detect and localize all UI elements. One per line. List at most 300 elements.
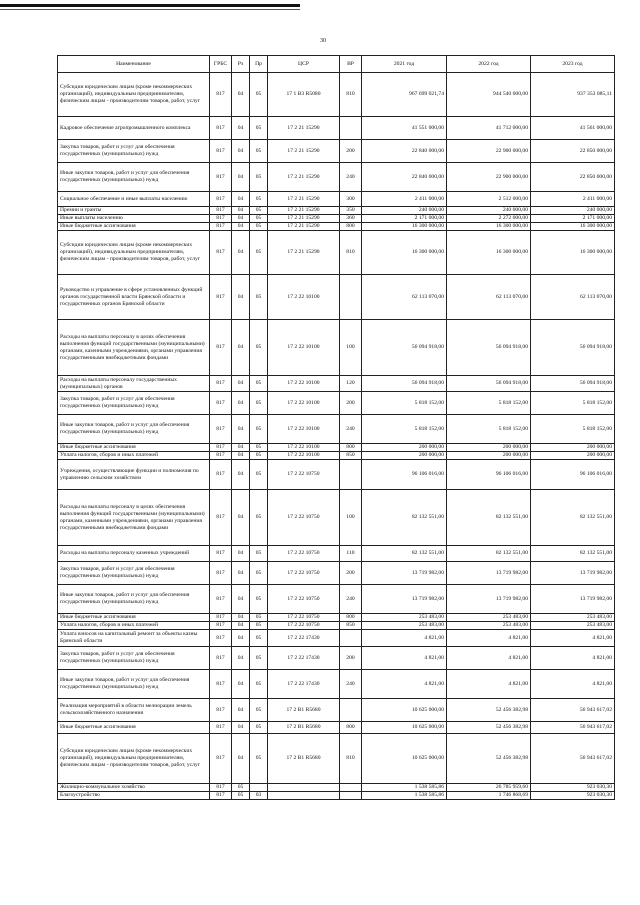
row-2023: 56 943 617,02: [531, 722, 615, 734]
row-csr: 17 2 В1 R5680: [268, 699, 340, 722]
row-rz: 04: [232, 192, 250, 207]
table-row: [58, 546, 615, 562]
table-row: [58, 231, 615, 275]
row-name: Уплата налогов, сборов и иных платежей: [58, 622, 210, 630]
row-name: Расходы на выплаты персоналу государственных (муниципальных) органов: [58, 376, 210, 392]
row-grbs: 817: [210, 140, 232, 163]
row-rz: 04: [232, 699, 250, 722]
col-header-csr: ЦСР: [268, 56, 340, 73]
row-2023: 41 561 000,00: [531, 117, 615, 140]
row-2023: 4 821,00: [531, 647, 615, 670]
row-csr: 17 2 21 15290: [268, 117, 340, 140]
row-pr: 05: [250, 376, 268, 392]
row-csr: 17 2 22 17430: [268, 630, 340, 647]
row-vr: 350: [340, 207, 362, 215]
row-2022: 52 456 382,98: [447, 734, 531, 784]
row-2022: 56 094 918,00: [447, 376, 531, 392]
row-name: Расходы на выплаты персоналу в целях обеспечения выполнения функций государственными (муниципальными) органами, казенными учреждениями, органами управления государственными внебюджетными фондами: [58, 320, 210, 376]
row-rz: 04: [232, 231, 250, 275]
row-rz: 04: [232, 163, 250, 192]
row-rz: 04: [232, 622, 250, 630]
row-rz: 04: [232, 117, 250, 140]
row-2022: 253 483,00: [447, 622, 531, 630]
table-row: [58, 392, 615, 415]
col-header-vr: ВР: [340, 56, 362, 73]
row-2022: 4 821,00: [447, 630, 531, 647]
row-grbs: 817: [210, 562, 232, 585]
row-pr: 05: [250, 415, 268, 444]
row-csr: 17 2 21 15290: [268, 223, 340, 231]
row-grbs: 817: [210, 444, 232, 452]
row-name: Кадровое обеспечение агропромышленного комплекса: [58, 117, 210, 140]
table-row: [58, 215, 615, 223]
row-2023: 923 030,30: [531, 784, 615, 792]
row-rz: 04: [232, 223, 250, 231]
row-2021: 2 171 000,00: [362, 215, 447, 223]
row-rz: 04: [232, 670, 250, 699]
row-2022: 56 094 918,00: [447, 320, 531, 376]
row-name: Иные бюджетные ассигнования: [58, 444, 210, 452]
row-name: Расходы на выплаты персоналу в целях обеспечения выполнения функций государственными (муниципальными) органами, казенными учреждениями, органами управления государственными внебюджетными фондами: [58, 490, 210, 546]
row-2021: 82 132 551,00: [362, 490, 447, 546]
row-rz: 04: [232, 73, 250, 117]
row-name: Учреждения, осуществляющие функции и полномочия по управлению сельским хозяйством: [58, 460, 210, 490]
row-2021: 967 699 021,74: [362, 73, 447, 117]
table-row: [58, 734, 615, 784]
table-row: [58, 415, 615, 444]
row-pr: 05: [250, 490, 268, 546]
row-vr: [340, 460, 362, 490]
row-2023: 923 030,30: [531, 792, 615, 800]
row-2023: 937 353 085,11: [531, 73, 615, 117]
row-2023: 2 171 000,00: [531, 215, 615, 223]
row-name: Иные закупки товаров, работ и услуг для обеспечения государственных (муниципальных) нужд: [58, 163, 210, 192]
row-rz: 05: [232, 792, 250, 800]
header-rule: [0, 4, 300, 7]
row-vr: 810: [340, 734, 362, 784]
row-2023: 200 000,00: [531, 444, 615, 452]
row-rz: 04: [232, 734, 250, 784]
row-2023: 56 094 918,00: [531, 376, 615, 392]
row-vr: 200: [340, 140, 362, 163]
row-vr: 240: [340, 415, 362, 444]
row-pr: 05: [250, 163, 268, 192]
row-pr: 05: [250, 215, 268, 223]
row-2022: 5 818 152,00: [447, 392, 531, 415]
header-rule-thin: [0, 9, 300, 10]
row-2022: 62 113 070,00: [447, 275, 531, 320]
table-row: [58, 207, 615, 215]
row-pr: 05: [250, 699, 268, 722]
row-rz: 04: [232, 630, 250, 647]
table-row: [58, 275, 615, 320]
row-vr: 110: [340, 546, 362, 562]
row-2022: 82 132 551,00: [447, 546, 531, 562]
row-csr: 17 2 21 15290: [268, 140, 340, 163]
row-grbs: 817: [210, 223, 232, 231]
row-2021: 240 000,00: [362, 207, 447, 215]
row-csr: 17 2 22 10100: [268, 452, 340, 460]
table-row: [58, 722, 615, 734]
row-2021: 16 300 000,00: [362, 223, 447, 231]
row-grbs: 817: [210, 784, 232, 792]
table-row: [58, 562, 615, 585]
row-rz: 04: [232, 490, 250, 546]
row-2022: 52 456 382,98: [447, 722, 531, 734]
row-grbs: 817: [210, 376, 232, 392]
row-vr: [340, 275, 362, 320]
row-pr: 05: [250, 452, 268, 460]
row-2021: 253 483,00: [362, 622, 447, 630]
row-2022: 13 719 982,00: [447, 585, 531, 614]
row-rz: 04: [232, 207, 250, 215]
row-2022: 22 900 000,00: [447, 163, 531, 192]
row-vr: [340, 699, 362, 722]
row-csr: 17 2 22 10100: [268, 444, 340, 452]
row-grbs: 817: [210, 670, 232, 699]
row-pr: 05: [250, 734, 268, 784]
row-vr: 240: [340, 163, 362, 192]
row-2023: 22 850 000,00: [531, 163, 615, 192]
row-rz: 04: [232, 546, 250, 562]
row-2021: 10 625 000,00: [362, 722, 447, 734]
row-vr: 800: [340, 722, 362, 734]
row-2021: 1 538 585,86: [362, 784, 447, 792]
row-vr: 360: [340, 215, 362, 223]
col-header-name: Наименование: [58, 56, 210, 73]
row-2021: 5 818 152,00: [362, 392, 447, 415]
row-2022: 240 000,00: [447, 207, 531, 215]
table-row: [58, 614, 615, 622]
row-2022: 200 000,00: [447, 444, 531, 452]
row-name: Премии и гранты: [58, 207, 210, 215]
table-row: [58, 630, 615, 647]
row-vr: 200: [340, 562, 362, 585]
row-name: Иные выплаты населению: [58, 215, 210, 223]
table-row: [58, 460, 615, 490]
row-csr: 17 2 21 15290: [268, 231, 340, 275]
row-grbs: 817: [210, 614, 232, 622]
row-rz: 04: [232, 392, 250, 415]
row-vr: 200: [340, 392, 362, 415]
row-name: Иные закупки товаров, работ и услуг для обеспечения государственных (муниципальных) нужд: [58, 670, 210, 699]
row-name: Руководство и управление в сфере установленных функций органов государственной власти Брянской области и государственных органов Брянской области: [58, 275, 210, 320]
table-row: [58, 647, 615, 670]
row-vr: 240: [340, 585, 362, 614]
row-csr: [268, 784, 340, 792]
table-row: [58, 192, 615, 207]
table-row: [58, 670, 615, 699]
col-header-rz: Рз: [232, 56, 250, 73]
row-rz: 05: [232, 784, 250, 792]
row-vr: [340, 630, 362, 647]
row-pr: 05: [250, 223, 268, 231]
row-grbs: 817: [210, 192, 232, 207]
row-pr: 05: [250, 546, 268, 562]
row-name: Иные бюджетные ассигнования: [58, 722, 210, 734]
row-2021: 2 411 000,00: [362, 192, 447, 207]
row-grbs: 817: [210, 630, 232, 647]
row-pr: 03: [250, 792, 268, 800]
row-2023: 96 106 016,00: [531, 460, 615, 490]
row-csr: 17 2 22 10750: [268, 460, 340, 490]
row-2021: 5 818 152,00: [362, 415, 447, 444]
row-vr: 800: [340, 614, 362, 622]
row-name: Уплата взносов на капитальный ремонт за объекты казны Брянской области: [58, 630, 210, 647]
row-csr: 17 2 В1 R5680: [268, 722, 340, 734]
row-grbs: 817: [210, 460, 232, 490]
row-name: Социальное обеспечение и иные выплаты населению: [58, 192, 210, 207]
row-name: Реализация мероприятий в области мелиорации земель сельскохозяйственного назначения: [58, 699, 210, 722]
row-vr: [340, 784, 362, 792]
row-csr: 17 2 22 10750: [268, 562, 340, 585]
row-pr: 05: [250, 722, 268, 734]
row-pr: 05: [250, 140, 268, 163]
row-name: Благоустройство: [58, 792, 210, 800]
row-pr: 05: [250, 275, 268, 320]
row-2023: 200 000,00: [531, 452, 615, 460]
row-2021: 22 840 000,00: [362, 140, 447, 163]
table-row: [58, 140, 615, 163]
row-csr: 17 2 22 17430: [268, 670, 340, 699]
row-pr: 05: [250, 192, 268, 207]
row-name: Иные закупки товаров, работ и услуг для обеспечения государственных (муниципальных) нужд: [58, 585, 210, 614]
row-name: Иные бюджетные ассигнования: [58, 223, 210, 231]
row-2023: 13 719 982,00: [531, 585, 615, 614]
row-name: Закупка товаров, работ и услуг для обеспечения государственных (муниципальных) нужд: [58, 392, 210, 415]
page-number: 30: [320, 38, 326, 44]
row-grbs: 817: [210, 207, 232, 215]
row-csr: 17 2 21 15290: [268, 163, 340, 192]
row-csr: 17 2 21 15290: [268, 207, 340, 215]
row-2022: 2 512 000,00: [447, 192, 531, 207]
row-rz: 04: [232, 452, 250, 460]
row-name: Уплата налогов, сборов и иных платежей: [58, 452, 210, 460]
row-2021: 22 840 000,00: [362, 163, 447, 192]
table-row: [58, 622, 615, 630]
col-header-grbs: ГРБС: [210, 56, 232, 73]
row-pr: 05: [250, 231, 268, 275]
col-header-2023: 2023 год: [531, 56, 615, 73]
row-2023: 22 850 000,00: [531, 140, 615, 163]
row-2022: 4 821,00: [447, 670, 531, 699]
row-2022: 13 719 982,00: [447, 562, 531, 585]
row-grbs: 817: [210, 452, 232, 460]
row-csr: [268, 792, 340, 800]
row-2021: 4 821,00: [362, 670, 447, 699]
row-2023: 56 943 617,02: [531, 699, 615, 722]
row-2021: 16 300 000,00: [362, 231, 447, 275]
row-2023: 4 821,00: [531, 630, 615, 647]
row-name: Закупка товаров, работ и услуг для обеспечения государственных (муниципальных) нужд: [58, 562, 210, 585]
row-2021: 13 719 982,00: [362, 585, 447, 614]
row-2023: 13 719 982,00: [531, 562, 615, 585]
table-row: [58, 223, 615, 231]
row-grbs: 817: [210, 320, 232, 376]
row-2021: 96 106 016,00: [362, 460, 447, 490]
row-name: Субсидии юридическим лицам (кроме некоммерческих организаций), индивидуальным предпринимателям, физическим лицам - производителям товаров, работ, услуг: [58, 231, 210, 275]
table-row: [58, 163, 615, 192]
row-pr: 05: [250, 670, 268, 699]
row-vr: 810: [340, 231, 362, 275]
row-pr: 05: [250, 614, 268, 622]
row-grbs: 817: [210, 734, 232, 784]
row-rz: 04: [232, 585, 250, 614]
row-name: Жилищно-коммунальное хозяйство: [58, 784, 210, 792]
row-grbs: 817: [210, 490, 232, 546]
table-row: [58, 792, 615, 800]
row-2023: 253 483,00: [531, 614, 615, 622]
row-2022: 16 300 000,00: [447, 231, 531, 275]
table-row: [58, 376, 615, 392]
row-grbs: 817: [210, 392, 232, 415]
row-2021: 56 094 918,00: [362, 320, 447, 376]
row-vr: 850: [340, 452, 362, 460]
row-rz: 04: [232, 140, 250, 163]
row-pr: 05: [250, 622, 268, 630]
row-grbs: 817: [210, 722, 232, 734]
row-2021: 10 625 000,00: [362, 699, 447, 722]
budget-table: [57, 55, 615, 800]
row-pr: 05: [250, 647, 268, 670]
row-rz: 04: [232, 320, 250, 376]
row-vr: 810: [340, 73, 362, 117]
row-grbs: 817: [210, 415, 232, 444]
table-row: [58, 784, 615, 792]
row-2023: 82 132 551,00: [531, 490, 615, 546]
row-pr: 05: [250, 73, 268, 117]
row-2022: 16 300 000,00: [447, 223, 531, 231]
row-grbs: 817: [210, 699, 232, 722]
row-vr: [340, 117, 362, 140]
row-2022: 5 818 152,00: [447, 415, 531, 444]
row-2023: 5 818 152,00: [531, 392, 615, 415]
row-name: Субсидии юридическим лицам (кроме некоммерческих организаций), индивидуальным предпринимателям, физическим лицам - производителям товаров, работ, услуг: [58, 734, 210, 784]
row-name: Расходы на выплаты персоналу казенных учреждений: [58, 546, 210, 562]
row-csr: 17 2 22 10100: [268, 320, 340, 376]
row-csr: 17 2 22 10750: [268, 585, 340, 614]
row-csr: 17 2 22 10750: [268, 622, 340, 630]
row-vr: 100: [340, 490, 362, 546]
row-2022: 52 456 382,98: [447, 699, 531, 722]
row-vr: 120: [340, 376, 362, 392]
row-grbs: 817: [210, 585, 232, 614]
row-grbs: 817: [210, 117, 232, 140]
row-rz: 04: [232, 722, 250, 734]
row-2023: 62 113 070,00: [531, 275, 615, 320]
row-2021: 1 538 585,86: [362, 792, 447, 800]
table-row: [58, 444, 615, 452]
row-rz: 04: [232, 275, 250, 320]
row-vr: 800: [340, 223, 362, 231]
col-header-2022: 2022 год: [447, 56, 531, 73]
row-2021: 200 000,00: [362, 452, 447, 460]
row-grbs: 817: [210, 647, 232, 670]
row-csr: 17 2 22 10100: [268, 376, 340, 392]
row-2023: 4 821,00: [531, 670, 615, 699]
table-row: [58, 117, 615, 140]
col-header-pr: Пр: [250, 56, 268, 73]
row-rz: 04: [232, 444, 250, 452]
row-2023: 56 094 918,00: [531, 320, 615, 376]
row-pr: 05: [250, 460, 268, 490]
row-2022: 41 712 000,00: [447, 117, 531, 140]
table-row: [58, 490, 615, 546]
row-2023: 56 943 617,02: [531, 734, 615, 784]
row-grbs: 817: [210, 275, 232, 320]
row-csr: 17 2 В1 R5680: [268, 734, 340, 784]
row-2022: 2 272 000,00: [447, 215, 531, 223]
row-name: Иные бюджетные ассигнования: [58, 614, 210, 622]
row-grbs: 817: [210, 73, 232, 117]
row-csr: 17 2 22 10750: [268, 490, 340, 546]
row-pr: 05: [250, 392, 268, 415]
row-grbs: 817: [210, 622, 232, 630]
row-2022: 1 746 868,69: [447, 792, 531, 800]
row-2023: 5 818 152,00: [531, 415, 615, 444]
row-csr: 17 2 22 10100: [268, 275, 340, 320]
row-grbs: 817: [210, 231, 232, 275]
row-name: Субсидии юридическим лицам (кроме некоммерческих организаций), индивидуальным предпринимателям, физическим лицам - производителям товаров, работ, услуг: [58, 73, 210, 117]
row-2023: 82 132 551,00: [531, 546, 615, 562]
row-rz: 04: [232, 647, 250, 670]
row-rz: 04: [232, 215, 250, 223]
row-csr: 17 2 22 10750: [268, 614, 340, 622]
row-rz: 04: [232, 460, 250, 490]
row-csr: 17 2 22 10750: [268, 546, 340, 562]
row-2021: 200 000,00: [362, 444, 447, 452]
row-rz: 04: [232, 376, 250, 392]
row-vr: 300: [340, 192, 362, 207]
row-2022: 253 483,00: [447, 614, 531, 622]
row-2021: 10 625 000,00: [362, 734, 447, 784]
row-2023: 2 411 000,00: [531, 192, 615, 207]
row-csr: 17 2 21 15290: [268, 215, 340, 223]
row-2023: 16 300 000,00: [531, 223, 615, 231]
row-2022: 200 000,00: [447, 452, 531, 460]
row-2021: 253 483,00: [362, 614, 447, 622]
row-grbs: 817: [210, 792, 232, 800]
row-vr: 200: [340, 647, 362, 670]
row-csr: 17 2 22 10100: [268, 415, 340, 444]
row-2022: 944 540 000,00: [447, 73, 531, 117]
row-rz: 04: [232, 614, 250, 622]
row-2022: 96 106 016,00: [447, 460, 531, 490]
row-csr: 17 2 21 15290: [268, 192, 340, 207]
table-row: [58, 320, 615, 376]
row-csr: 17 1 В3 R5080: [268, 73, 340, 117]
col-header-2021: 2021 год: [362, 56, 447, 73]
row-name: Иные закупки товаров, работ и услуг для обеспечения государственных (муниципальных) нужд: [58, 415, 210, 444]
table-row: [58, 585, 615, 614]
row-2021: 4 821,00: [362, 647, 447, 670]
row-vr: 240: [340, 670, 362, 699]
row-pr: 05: [250, 207, 268, 215]
row-csr: 17 2 22 17430: [268, 647, 340, 670]
row-pr: 05: [250, 585, 268, 614]
row-grbs: 817: [210, 163, 232, 192]
table-row: [58, 73, 615, 117]
row-2021: 13 719 982,00: [362, 562, 447, 585]
row-2023: 16 300 000,00: [531, 231, 615, 275]
table-row: [58, 699, 615, 722]
row-pr: 05: [250, 444, 268, 452]
row-2021: 62 113 070,00: [362, 275, 447, 320]
row-vr: [340, 792, 362, 800]
row-2022: 82 132 551,00: [447, 490, 531, 546]
table-header-row: [58, 56, 615, 73]
row-2023: 253 483,00: [531, 622, 615, 630]
